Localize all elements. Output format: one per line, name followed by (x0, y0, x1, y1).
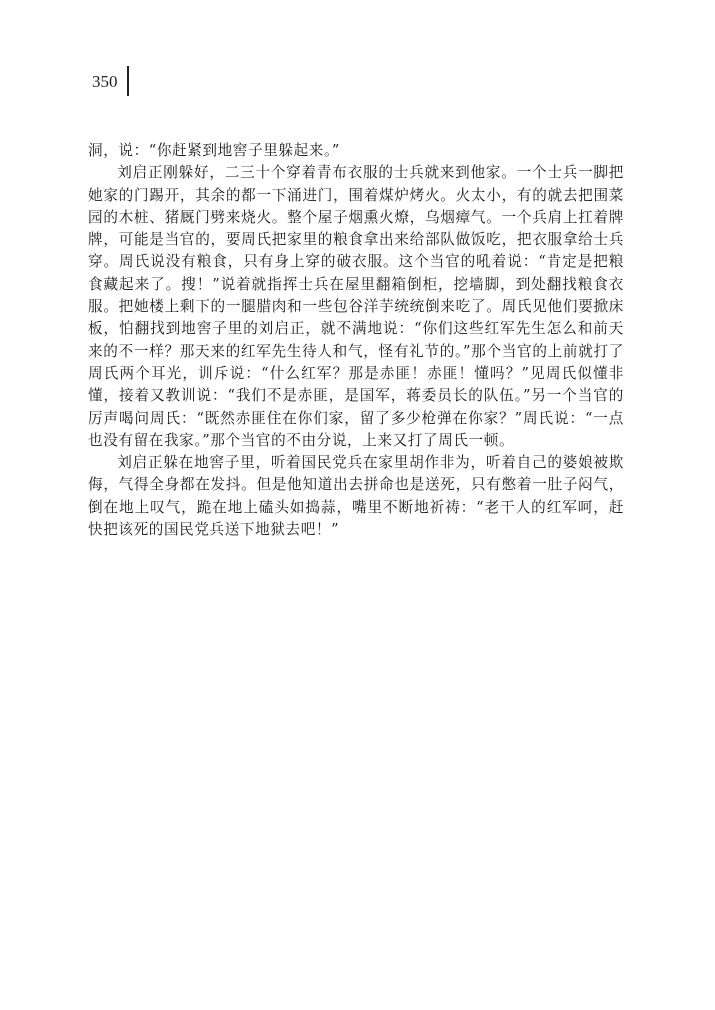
paragraph: 刘启正躲在地窖子里，听着国民党兵在家里胡作非为，听着自己的婆娘被欺侮，气得全身都在发抖。但是他知道出去拼命也是送死，只有憋着一肚子闷气，倒在地上叹气，跪在地上磕头如捣蒜，嘴里不断地祈祷：“老干人的红军呵，赶快把该死的国民党兵送下地狱去吧！” (88, 454, 624, 539)
paragraph: 洞，说：“你赶紧到地窖子里躲起来。” (88, 142, 340, 159)
page-header (92, 68, 118, 96)
page-number: 350 (92, 72, 118, 91)
header-divider (127, 66, 129, 96)
paragraph: 刘启正刚躲好，二三十个穿着青布衣服的士兵就来到他家。一个士兵一脚把她家的门踢开，其余的都一下涌进门，围着煤炉烤火。火太小，有的就去把围菜园的木桩、猪厩门劈来烧火。整个屋子烟熏火燎，乌烟瘴气。一个兵肩上扛着牌牌，可能是当官的，要周氏把家里的粮食拿出来给部队做饭吃，把衣服拿给士兵穿。周氏说没有粮食，只有身上穿的破衣服。这个当官的吼着说：“肯定是把粮食藏起来了。搜！”说着就指挥士兵在屋里翻箱倒柜，挖墙脚，到处翻找粮食衣服。把她楼上剩下的一腿腊肉和一些包谷洋芋统统倒来吃了。周氏见他们要掀床板，怕翻找到地窖子里的刘启正，就不满地说：“你们这些红军先生怎么和前天来的不一样？那天来的红军先生待人和气，怪有礼节的。”那个当官的上前就打了周氏两个耳光，训斥说：“什么红军？那是赤匪！赤匪！懂吗？”见周氏似懂非懂，接着又教训说：“我们不是赤匪，是国军，蒋委员长的队伍。”另一个当官的厉声喝问周氏：“既然赤匪住在你们家，留了多少枪弹在你家？”周氏说：“一点也没有留在我家。”那个当官的不由分说，上来又打了周氏一顿。 (88, 164, 624, 449)
body-text (88, 140, 624, 541)
